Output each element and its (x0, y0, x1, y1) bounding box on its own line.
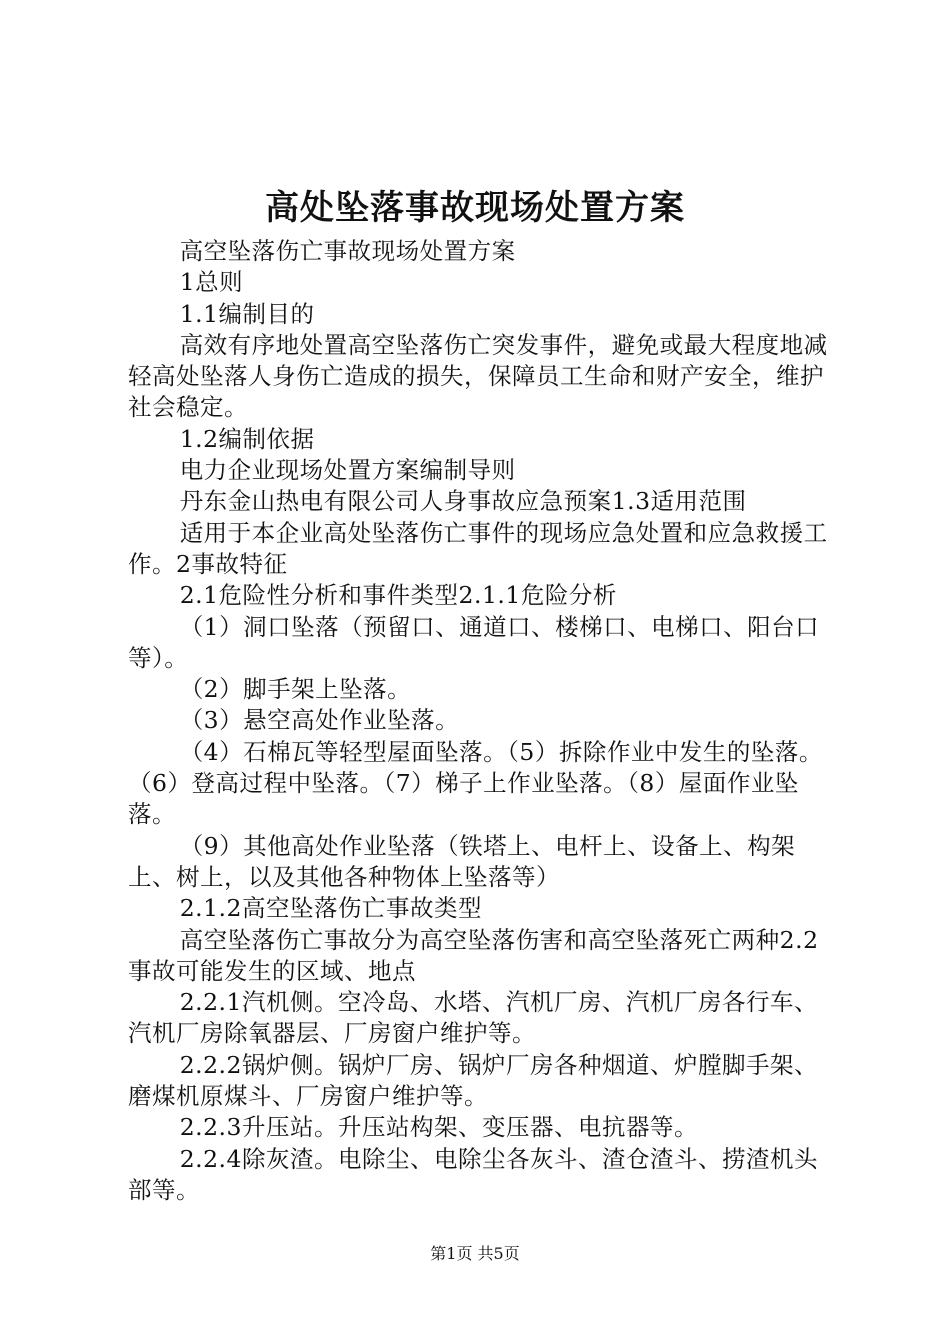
paragraph: 适用于本企业高处坠落伤亡事件的现场应急处置和应急救援工作。2事故特征 (128, 518, 828, 578)
section-heading: 1.2编制依据 (179, 424, 315, 453)
paragraph: 高空坠落伤亡事故现场处置方案 (179, 237, 516, 265)
paragraph: 丹东金山热电有限公司人身事故应急预案1.3适用范围 (179, 487, 747, 516)
document-title: 高处坠落事故现场处置方案 (265, 188, 685, 228)
paragraph: 2.2.2锅炉侧。锅炉厂房、锅炉厂房各种烟道、炉膛脚手架、磨煤机原煤斗、厂房窗户维护等。 (128, 1050, 818, 1111)
paragraph: 2.2.4除灰渣。电除尘、电除尘各灰斗、渣仓渣斗、捞渣机头部等。 (128, 1144, 818, 1204)
section-heading: 1.1编制目的 (179, 299, 315, 328)
page-footer: 第1页 共5页 (430, 1244, 520, 1263)
list-item: （9）其他高处作业坠落（铁塔上、电杆上、设备上、构架上、树上，以及其他各种物体上坠落等） (128, 831, 796, 891)
paragraph: 电力企业现场处置方案编制导则 (179, 456, 516, 485)
section-heading: 2.1.2高空坠落伤亡事故类型 (179, 894, 482, 923)
document-body (128, 236, 836, 1206)
paragraph: 2.2.1汽机侧。空冷岛、水塔、汽机厂房、汽机厂房各行车、汽机厂房除氧器层、厂房窗户维护等。 (128, 988, 818, 1048)
paragraph: 高效有序地处置高空坠落伤亡突发事件，避免或最大程度地减轻高处坠落人身伤亡造成的损失，保障员工生命和财产安全，维护社会稳定。 (128, 330, 828, 422)
list-item: （1）洞口坠落（预留口、通道口、楼梯口、电梯口、阳台口等）。 (128, 612, 820, 672)
list-item: （2）脚手架上坠落。 (179, 675, 412, 704)
paragraph: 高空坠落伤亡事故分为高空坠落伤害和高空坠落死亡两种2.2事故可能发生的区域、地点 (128, 925, 819, 985)
section-heading: 1总则 (179, 268, 244, 297)
paragraph: 2.2.3升压站。升压站构架、变压器、电抗器等。 (179, 1113, 698, 1142)
paragraph: 2.1危险性分析和事件类型2.1.1危险分析 (179, 581, 617, 610)
list-item: （4）石棉瓦等轻型屋面坠落。（5）拆除作业中发生的坠落。（6）登高过程中坠落。（7）梯子上作业坠落。（8）屋面作业坠落。 (128, 737, 823, 829)
list-item: （3）悬空高处作业坠落。 (179, 706, 460, 735)
